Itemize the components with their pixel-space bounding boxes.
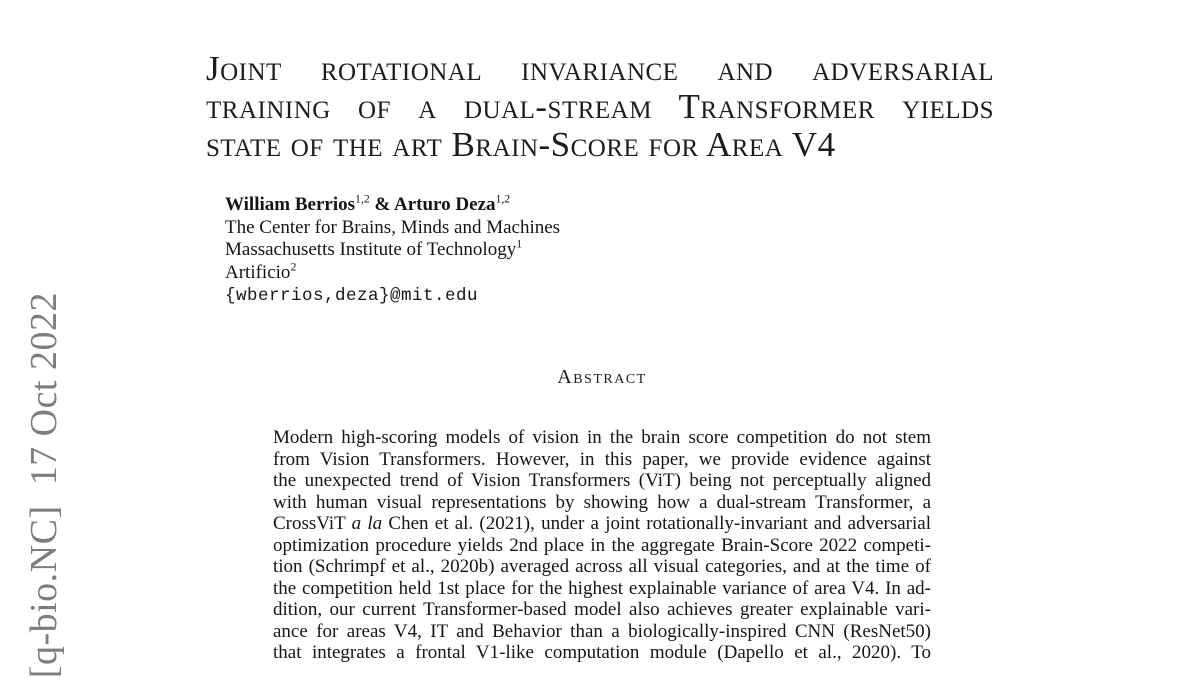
- text-segment: ance for areas V4, IT and Behavior than a biologically-inspired CNN (ResNet50): [273, 620, 931, 642]
- abstract-line: [273, 599, 931, 621]
- author-line: [225, 284, 560, 308]
- author-line: [225, 194, 560, 217]
- abstract-text: [273, 427, 931, 664]
- abstract-line: [273, 427, 931, 449]
- text-segment: with human visual representations by showing how a dual-stream Transformer, a: [273, 491, 931, 513]
- paper-title: [206, 50, 994, 164]
- superscript: 1: [516, 237, 523, 251]
- text-segment: that integrates a frontal V1-like computation module (Dapello et al., 2020). To: [273, 642, 931, 663]
- text-segment: Chen et al. (2021), under a joint rotationally-invariant and adversarial: [382, 513, 931, 534]
- text-segment: the unexpected trend of Vision Transformers (ViT) being not perceptually aligned: [273, 470, 931, 491]
- text-segment: &: [369, 194, 394, 215]
- text-segment: Massachusetts Institute of Technology: [225, 239, 517, 260]
- text-segment: Modern high-scoring models of vision in the brain score competition do not stem: [273, 427, 931, 448]
- author-line: [225, 239, 560, 262]
- abstract-line: [273, 621, 931, 643]
- abstract-line: [273, 556, 931, 578]
- abstract-line: [273, 513, 931, 535]
- text-segment: optimization procedure yields 2nd place in the aggregate Brain-Score 2022 competi-: [273, 534, 931, 556]
- arxiv-sidebar-stamp: [q-bio.NC] 17 Oct 2022: [23, 292, 65, 678]
- text-segment: the competition held 1st place for the highest explainable variance of area V4. In ad-: [273, 577, 931, 599]
- abstract-line: [273, 449, 931, 471]
- superscript: 1,2: [355, 192, 370, 206]
- author-block: [225, 194, 560, 308]
- text-segment: tion (Schrimpf et al., 2020b) averaged across all visual categories, and at the time of: [273, 556, 931, 577]
- text-segment: William Berrios: [225, 194, 355, 215]
- text-segment: Artificio: [225, 261, 291, 283]
- superscript: 1,2: [495, 192, 511, 206]
- author-line: [225, 217, 560, 240]
- author-line: [225, 262, 560, 285]
- text-segment: dition, our current Transformer-based model also achieves greater explainable vari-: [273, 599, 931, 620]
- text-segment: Arturo Deza: [394, 194, 496, 215]
- text-segment: The Center for Brains, Minds and Machines: [225, 216, 561, 238]
- abstract-line: [273, 492, 931, 514]
- text-segment: from Vision Transformers. However, in this paper, we provide evidence against: [273, 448, 931, 470]
- abstract-line: [273, 642, 931, 664]
- paper-title-line-2: training of a dual-stream Transformer yields: [206, 87, 994, 126]
- text-segment: a la: [351, 513, 383, 534]
- text-segment: CrossViT: [273, 513, 352, 534]
- paper-title-line-1: Joint rotational invariance and adversarial: [206, 49, 994, 88]
- abstract-line: [273, 470, 931, 492]
- email-text: {wberrios,deza}@mit.edu: [225, 286, 479, 306]
- abstract-heading: Abstract: [557, 366, 647, 388]
- superscript: 2: [290, 260, 297, 274]
- abstract-line: [273, 535, 931, 557]
- paper-title-line-3: state of the art Brain-Score for Area V4: [206, 125, 836, 164]
- abstract-line: [273, 578, 931, 600]
